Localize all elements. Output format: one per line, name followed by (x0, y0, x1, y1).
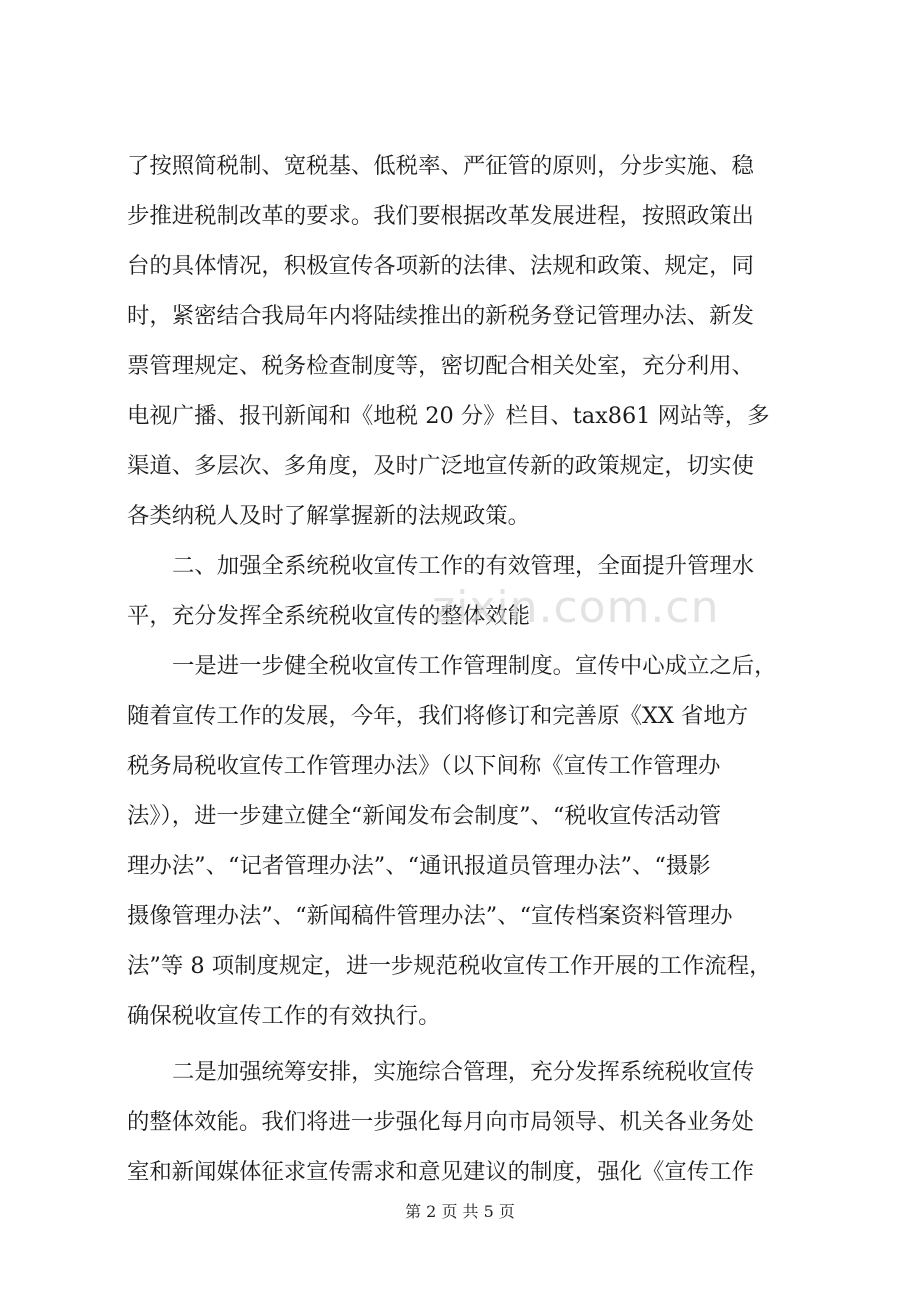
body-text-line: 电视广播、报刊新闻和《地税 20 分》栏目、tax861 网站等，多 (127, 403, 770, 429)
body-text-line: 税务局税收宣传工作管理办法》（以下间称《宣传工作管理办 (127, 753, 721, 779)
body-text-line: 渠道、多层次、多角度，及时广泛地宣传新的政策规定，切实使 (127, 453, 754, 479)
body-text-line: 票管理规定、税务检查制度等，密切配合相关处室，充分利用、 (127, 353, 754, 379)
body-text-line: 室和新闻媒体征求宣传需求和意见建议的制度，强化《宣传工作 (127, 1159, 754, 1185)
body-text-line: 随着宣传工作的发展，今年，我们将修订和完善原《XX 省地方 (127, 703, 749, 729)
body-text-line: 确保税收宣传工作的有效执行。 (127, 1003, 441, 1029)
paragraph-first-line: 二是加强统筹安排，实施综合管理，充分发挥系统税收宣传 (172, 1059, 755, 1085)
watermark-text: zixin.com.cn (432, 582, 720, 633)
body-text-line: 各类纳税人及时了解掌握新的法规政策。 (127, 503, 531, 529)
page-number-footer: 第 2 页 共 5 页 (405, 1202, 515, 1221)
body-text-line: 台的具体情况，积极宣传各项新的法律、法规和政策、规定，同 (127, 253, 754, 279)
body-text-line: 步推进税制改革的要求。我们要根据改革发展进程，按照政策出 (127, 203, 754, 229)
body-text-line: 了按照简税制、宽税基、低税率、严征管的原则，分步实施、稳 (127, 153, 754, 179)
body-text-line: 法》），进一步建立健全“新闻发布会制度”、“税收宣传活动管 (127, 803, 722, 829)
body-text-line: 时，紧密结合我局年内将陆续推出的新税务登记管理办法、新发 (127, 303, 754, 329)
body-text-line: 理办法”、“记者管理办法”、“通讯报道员管理办法”、“摄影 (127, 853, 711, 879)
section-heading-line: 平，充分发挥全系统税收宣传的整体效能 (127, 603, 531, 629)
section-heading-line: 二、加强全系统税收宣传工作的有效管理，全面提升管理水 (172, 553, 755, 579)
body-text-line: 的整体效能。我们将进一步强化每月向市局领导、机关各业务处 (127, 1109, 754, 1135)
body-text-line: 摄像管理办法”、“新闻稿件管理办法”、“宣传档案资料管理办 (127, 903, 733, 929)
paragraph-first-line: 一是进一步健全税收宣传工作管理制度。宣传中心成立之后， (172, 653, 777, 679)
body-text-line: 法”等 8 项制度规定，进一步规范税收宣传工作开展的工作流程， (127, 953, 772, 979)
